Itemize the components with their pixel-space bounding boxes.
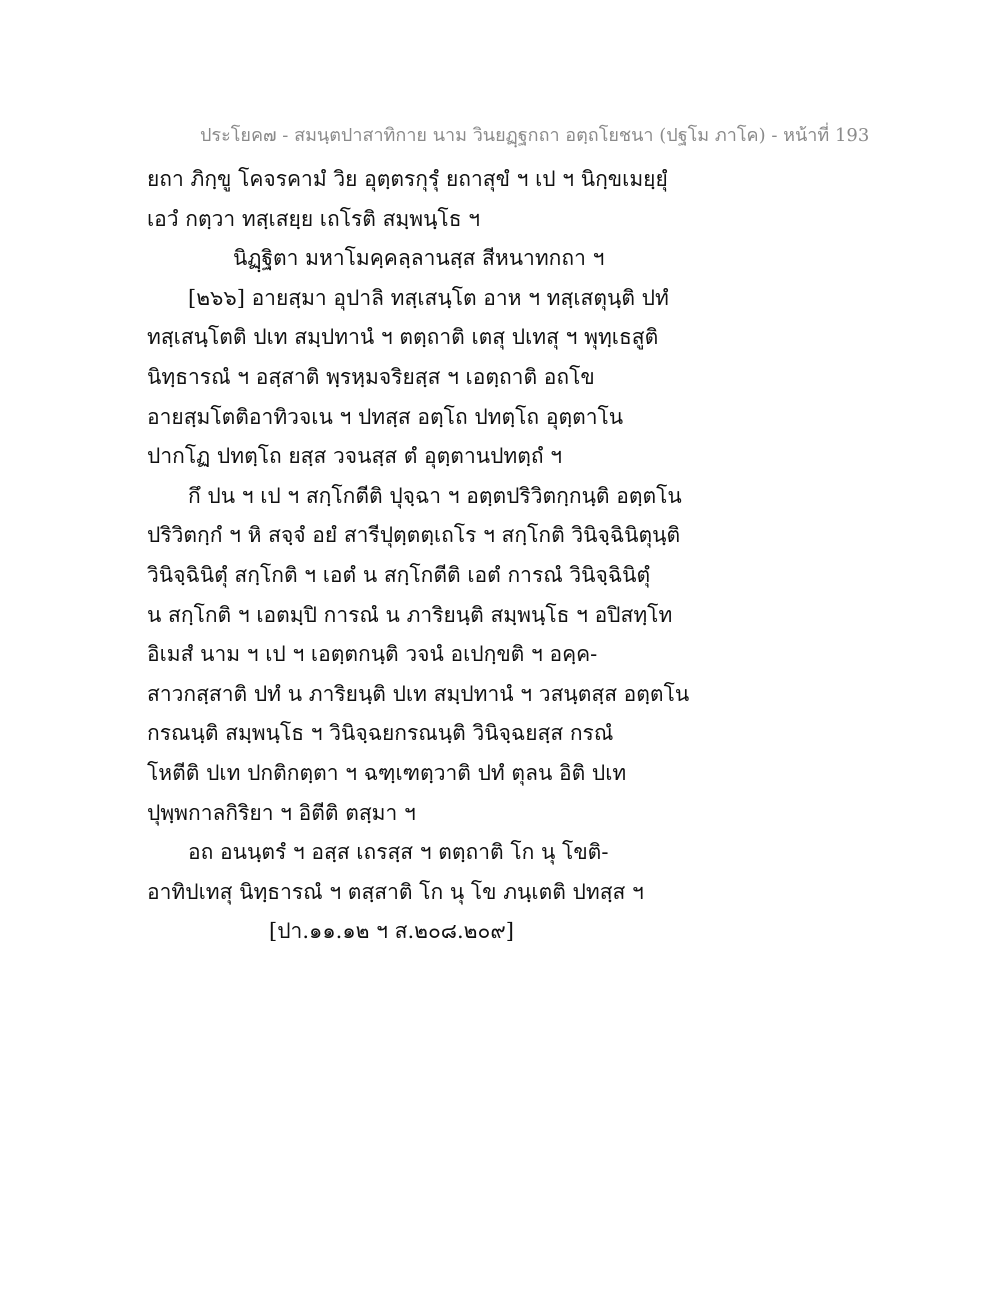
text-line: ปากโฏ ปทตฺโถ ยสฺส วจนสฺส ตํ อุตฺตานปทตฺถํ ฯ: [147, 444, 563, 469]
text-line: ปุพฺพกาลกิริยา ฯ อิตีติ ตสฺมา ฯ: [147, 800, 416, 825]
text-line: สาวกสฺสาติ ปทํ น ภาริยนฺติ ปเท สมฺปทานํ ฯ วสนฺตสฺส อตฺตโน: [147, 681, 690, 706]
text-line: ทสฺเสนฺโตติ ปเท สมฺปทานํ ฯ ตตฺถาติ เตสุ ปเทสุ ฯ พุทฺเธสูติ: [147, 325, 659, 350]
page-body: [147, 160, 867, 952]
text-line: กรณนฺติ สมฺพนฺโธ ฯ วินิจฺฉยกรณนฺติ วินิจฺฉยสฺส กรณํ: [147, 721, 614, 746]
text-line: วินิจฺฉินิตุํ สกฺโกติ ฯ เอตํ น สกฺโกตีติ เอตํ การณํ วินิจฺฉินิตุํ: [147, 562, 651, 587]
reference-note: [ปา.๑๑.๑๒ ฯ ส.๒๐๘.๒๐๙]: [269, 919, 514, 944]
text-line: โหตีติ ปเท ปกติกตฺตา ฯ ฉฑฺเฑตฺวาติ ปทํ ตุลน อิติ ปเท: [147, 760, 627, 785]
text-line: อายสฺมโตติอาทิวจเน ฯ ปทสฺส อตฺโถ ปทตฺโถ อุตฺตาโน: [147, 404, 624, 429]
text-line: ปริวิตกฺกํ ฯ หิ สจฺจํ อยํ สารีปุตฺตตฺเถโร ฯ สกฺโกติ วินิจฺฉินิตุนฺติ: [147, 523, 681, 548]
paragraph-start: กึ ปน ฯ เป ฯ สกฺโกตีติ ปุจฺฉา ฯ อตฺตปริวิตกฺกนฺติ อตฺตโน: [188, 483, 682, 508]
text-line: นิทฺธารณํ ฯ อสฺสาติ พฺรหฺมจริยสฺส ฯ เอตฺถาติ อถโข: [147, 364, 595, 389]
text-line: น สกฺโกติ ฯ เอตมฺปิ การณํ น ภาริยนฺติ สมฺพนฺโธ ฯ อปิสทฺโท: [147, 602, 673, 627]
text-line: เอวํ กตฺวา ทสฺเสยฺย เถโรติ สมฺพนฺโธ ฯ: [147, 206, 480, 231]
section-title: นิฏฺฐิตา มหาโมคฺคลฺลานสฺส สีหนาทกถา ฯ: [233, 246, 605, 271]
text-line: อาทิปเทสุ นิทฺธารณํ ฯ ตสฺสาติ โก นุ โข ภนฺเตติ ปทสฺส ฯ: [147, 879, 644, 904]
text-line: ยถา ภิกฺขู โคจรคามํ วิย อุตฺตรกุรุํ ยถาสุขํ ฯ เป ฯ นิกฺขเมยฺยุํ: [147, 167, 668, 191]
text-line: อิเมสํ นาม ฯ เป ฯ เอตฺตกนฺติ วจนํ อเปกฺขติ ฯ อคฺค-: [147, 642, 598, 667]
page-header: ประโยค๗ - สมนฺตปาสาทิกาย นาม วินยฏฺฐกถา อตฺถโยชนา (ปฐโม ภาโค) - หน้าที่ 193: [200, 125, 870, 146]
paragraph-start: อถ อนนฺตรํ ฯ อสฺส เถรสฺส ฯ ตตฺถาติ โก นุ โขติ-: [188, 840, 609, 865]
paragraph-start: [๒๖๖] อายสฺมา อุปาลิ ทสฺเสนฺโต อาห ฯ ทสฺเสตุนฺติ ปทํ: [188, 285, 669, 310]
